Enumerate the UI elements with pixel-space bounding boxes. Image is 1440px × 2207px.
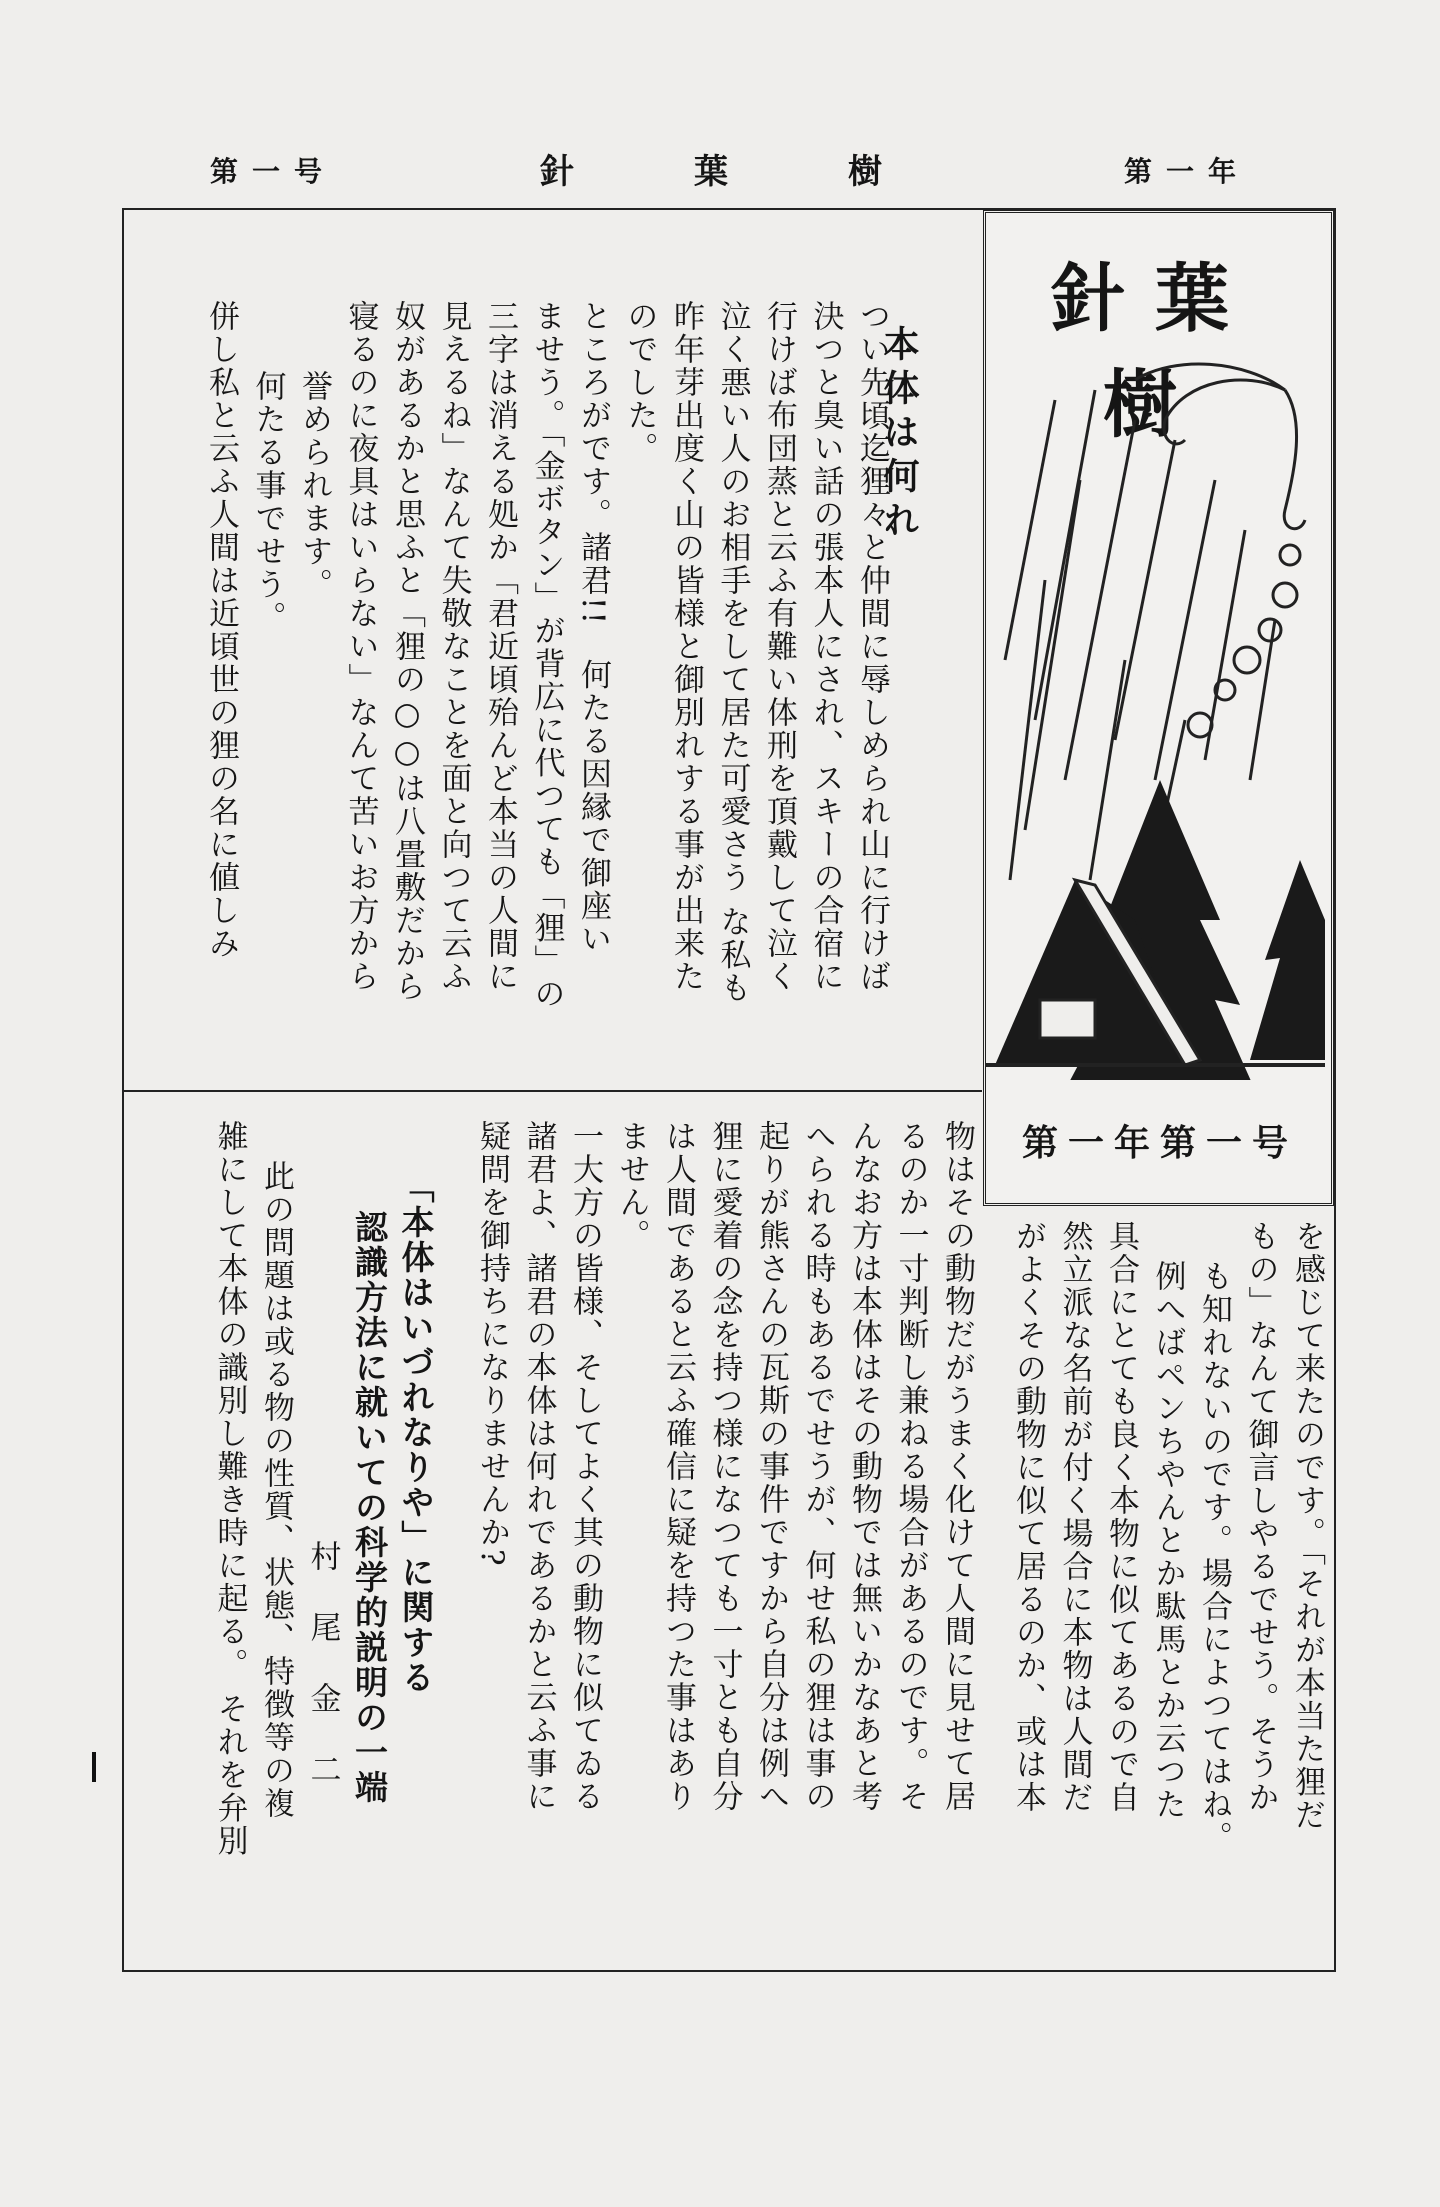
text-column: がよくその動物に似て居るのか、或は本	[1010, 1220, 1046, 1814]
margin-mark	[92, 1752, 96, 1782]
text-column: 行けば布団蒸と云ふ有難い体刑を頂戴して泣く	[761, 300, 797, 993]
text-column: は人間であると云ふ確信に疑を持つた事はあり	[660, 1120, 696, 1813]
text-column: のでした。	[621, 300, 658, 465]
text-column: 一大方の皆様、そしてよく其の動物に似てゐる	[567, 1120, 603, 1813]
text-column: つい先頃迄狸々と仲間に辱しめられ山に行けば	[854, 300, 890, 993]
issue-number: 第一年第一号	[1021, 1122, 1298, 1164]
masthead-title: 針葉樹	[1051, 256, 1259, 448]
text-column: 狸に愛着の念を持つ様になつても一寸とも自分	[706, 1120, 743, 1813]
text-column: 物はその動物だがうまく化けて人間に見せて居	[939, 1120, 975, 1813]
text-column: るのか一寸判断し兼ねる場合があるのです。そ	[892, 1120, 929, 1813]
text-column: 此の問題は或る物の性質、状態、特徴等の複	[258, 1160, 294, 1820]
text-column: んなお方は本体はその動物では無いかなあと考	[846, 1120, 882, 1813]
text-column: へられる時もあるでせうが、何せ私の狸は事の	[799, 1120, 836, 1813]
text-column: 具合にとても良く本物に似てあるので自	[1103, 1220, 1139, 1814]
article-body-upper	[198, 300, 896, 1060]
text-column: もの」なんて御言しやるでせう。そうか	[1242, 1220, 1279, 1814]
text-column: 三字は消える処か「君近頃殆んど本当の人間に	[482, 300, 518, 993]
text-column: 起りが熊さんの瓦斯の事件ですから自分は例へ	[753, 1120, 789, 1813]
text-column: 諸君よ、諸君の本体は何れであるかと云ふ事に	[520, 1120, 557, 1813]
article2-author: 村尾金二	[304, 1540, 341, 1824]
text-column: を感じて来たのです。「それが本当た狸だ	[1289, 1220, 1325, 1832]
text-column: ところがです。諸君!! 何たる因縁で御座い	[575, 300, 611, 956]
text-column: 寝るのに夜具はいらない」なんて苦いお方から	[342, 300, 379, 993]
header-title: 針葉樹	[540, 152, 1002, 192]
article-title: 本体は何れ	[878, 325, 920, 545]
text-column: も知れないのです。場合によつてはね。	[1196, 1260, 1232, 1854]
text-column: 見えるね」なんて失敬なことを面と向つて云ふ	[435, 300, 472, 993]
header-issue: 第一号	[210, 155, 337, 188]
text-column: 決つと臭い話の張本人にされ、スキーの合宿に	[807, 300, 844, 993]
text-column: 奴があるかと思ふと「狸の○○は八畳敷だから	[389, 300, 425, 1003]
text-column: 併し私と云ふ人間は近頃世の狸の名に値しみ	[203, 300, 239, 960]
header-volume: 第一年	[1123, 155, 1250, 188]
article2-title-line2: 認識方法に就いての科学的説明の一端	[350, 1210, 389, 1805]
text-column: 疑問を御持ちになりませんか?	[474, 1120, 510, 1568]
article-body-lower	[206, 1120, 980, 1950]
text-column: ませう。「金ボタン」が背広に代つても「狸」の	[528, 300, 565, 1011]
text-column: 誉められます。	[296, 370, 332, 601]
article2-title-line1: 「本体はいづれなりや」に関する	[396, 1170, 436, 1695]
text-column: ません。	[613, 1120, 650, 1252]
section-divider	[122, 1090, 982, 1092]
text-column: 例へばペンちやんとか駄馬とか云つた	[1149, 1260, 1186, 1821]
text-column: 然立派な名前が付く場合に本物は人間だ	[1056, 1220, 1093, 1814]
text-column: 泣く悪い人のお相手をして居た可愛さう な私も	[714, 300, 751, 1005]
text-column: 雑にして本体の識別し難き時に起る。 それを弁別	[211, 1120, 248, 1858]
article-body-right	[1005, 1220, 1331, 1940]
text-column: 何たる事でせう。	[249, 370, 286, 634]
text-column: 昨年芽出度く山の皆様と御別れする事が出来た	[668, 300, 704, 993]
mountain-hut-pine-illustration	[985, 360, 1325, 1080]
